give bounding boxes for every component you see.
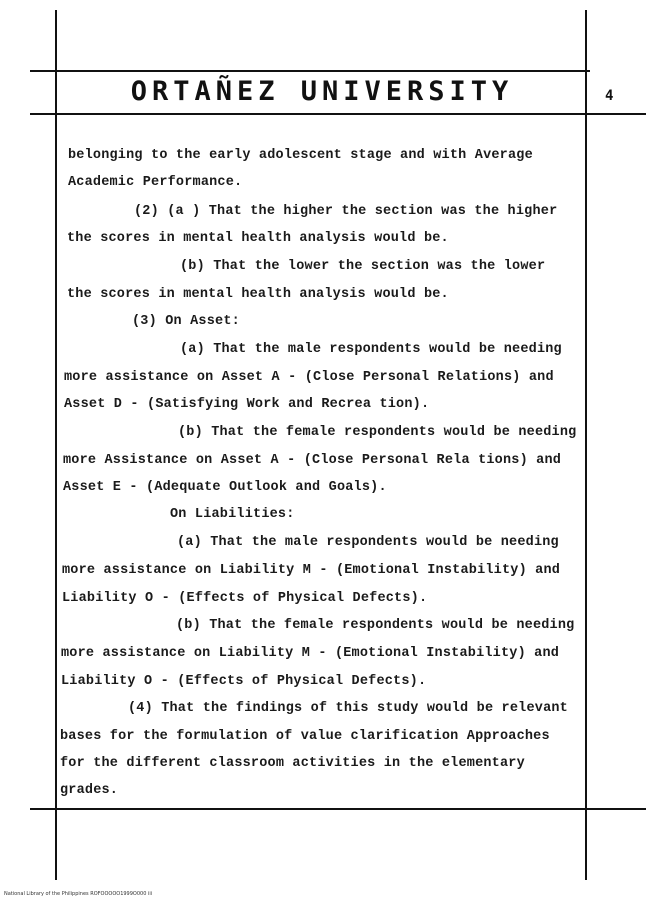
university-title: ORTAÑEZ UNIVERSITY	[130, 76, 514, 107]
body-line: Liability O - (Effects of Physical Defects).	[62, 591, 428, 606]
body-line: more assistance on Liability M - (Emotional Instability) and	[62, 563, 561, 578]
footer-credit: National Library of the Philippines ROFOOOOO1999O000 iii	[4, 891, 153, 897]
right-margin-line	[585, 10, 587, 880]
body-line: (4) That the findings of this study would be relevant	[128, 701, 568, 716]
body-line: Asset D - (Satisfying Work and Recrea tion).	[64, 397, 430, 412]
body-line: (2) (a ) That the higher the section was the higher	[134, 204, 558, 219]
body-line: grades.	[60, 783, 119, 798]
body-line: Asset E - (Adequate Outlook and Goals).	[63, 480, 387, 495]
body-line: bases for the formulation of value clarification Approaches	[60, 729, 550, 744]
body-line: the scores in mental health analysis would be.	[67, 231, 449, 246]
body-line: Liability O - (Effects of Physical Defects).	[61, 674, 427, 689]
body-line: (a) That the male respondents would be needing	[180, 342, 562, 357]
body-line: (b) That the lower the section was the lower	[180, 259, 546, 274]
header-bottom-rule	[30, 113, 646, 115]
body-line: more assistance on Asset A - (Close Personal Relations) and	[64, 370, 554, 385]
body-line: more Assistance on Asset A - (Close Personal Rela tions) and	[63, 453, 562, 468]
body-line: belonging to the early adolescent stage and with Average	[68, 148, 533, 163]
left-margin-line	[55, 10, 57, 880]
body-line: (3) On Asset:	[132, 314, 240, 329]
body-line: Academic Performance.	[68, 175, 243, 190]
body-line: On Liabilities:	[170, 507, 295, 522]
footer-rule	[30, 808, 646, 810]
body-line: the scores in mental health analysis would be.	[67, 287, 449, 302]
header-top-rule	[30, 70, 590, 72]
body-line: for the different classroom activities in the elementary	[60, 756, 525, 771]
page-number: 4	[605, 88, 614, 104]
body-line: (b) That the female respondents would be needing	[178, 425, 577, 440]
body-line: more assistance on Liability M - (Emotional Instability) and	[61, 646, 560, 661]
body-line: (a) That the male respondents would be needing	[177, 535, 559, 550]
body-line: (b) That the female respondents would be needing	[176, 618, 575, 633]
